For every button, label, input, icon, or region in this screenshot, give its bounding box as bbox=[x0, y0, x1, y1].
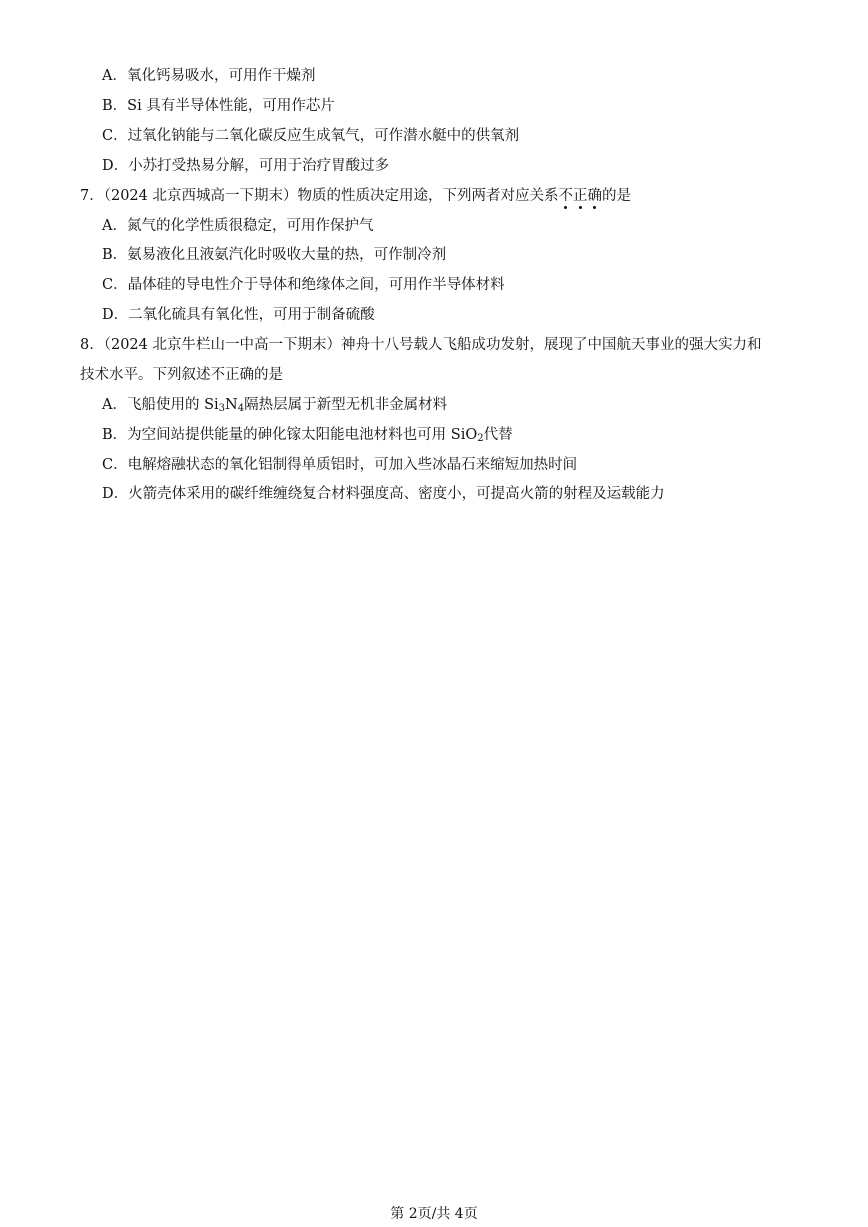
subscript: 2 bbox=[477, 433, 484, 444]
option-text: 代替 bbox=[483, 427, 513, 443]
question-text: 神舟十八号载人飞船成功发射，展现了中国航天事业的强大实力和 bbox=[341, 337, 762, 353]
option-letter: C． bbox=[102, 128, 128, 144]
q7-option-a bbox=[102, 216, 373, 236]
option-letter: A． bbox=[102, 68, 127, 84]
option-text: 为空间站提供能量的砷化镓太阳能电池材料也可用 SiO bbox=[127, 427, 478, 443]
emphasis-char: 正 bbox=[573, 188, 588, 204]
option-text: Si 具有半导体性能，可用作芯片 bbox=[127, 98, 335, 114]
option-text: 电解熔融状态的氧化铝制得单质铝时，可加入些冰晶石来缩短加热时间 bbox=[127, 457, 578, 473]
question-text: 的是 bbox=[602, 188, 631, 204]
q6-option-b bbox=[102, 96, 335, 116]
option-text: 过氧化钠能与二氧化碳反应生成氧气，可作潜水艇中的供氧剂 bbox=[127, 128, 520, 144]
option-text: N bbox=[225, 397, 238, 413]
option-text: 氮气的化学性质很稳定，可用作保护气 bbox=[126, 218, 374, 234]
subscript: 4 bbox=[237, 403, 245, 414]
q7-option-b bbox=[102, 245, 446, 265]
option-letter: B． bbox=[102, 98, 128, 114]
option-letter: A． bbox=[102, 397, 127, 413]
q8-stem-continued bbox=[80, 365, 283, 385]
option-text: 小苏打受热易分解，可用于治疗胃酸过多 bbox=[128, 158, 390, 174]
q7-option-c bbox=[102, 275, 505, 295]
q7-option-d bbox=[102, 305, 375, 325]
option-text: 氨易液化且液氨汽化时吸收大量的热，可作制冷剂 bbox=[127, 247, 447, 263]
emphasis-char: 不 bbox=[558, 188, 573, 204]
option-letter: C． bbox=[102, 277, 128, 293]
option-text: 氧化钙易吸水，可用作干燥剂 bbox=[126, 68, 316, 84]
option-letter: C． bbox=[102, 457, 128, 473]
q8-option-d bbox=[102, 484, 665, 504]
question-number: 8． bbox=[80, 337, 104, 353]
question-source: （2024 北京牛栏山一中高一下期末） bbox=[103, 337, 341, 353]
option-letter: A． bbox=[102, 218, 127, 234]
option-letter: D． bbox=[102, 486, 129, 502]
question-source: （2024 北京西城高一下期末） bbox=[103, 188, 298, 204]
option-letter: D． bbox=[102, 307, 129, 323]
option-text: 晶体硅的导电性介于导体和绝缘体之间，可用作半导体材料 bbox=[127, 277, 505, 293]
option-text: 隔热层属于新型无机非金属材料 bbox=[244, 397, 448, 413]
question-text: 物质的性质决定用途，下列两者对应关系 bbox=[297, 188, 559, 204]
option-letter: B． bbox=[102, 247, 128, 263]
option-text: 飞船使用的 Si bbox=[126, 397, 219, 413]
q6-option-a bbox=[102, 66, 315, 86]
option-text: 火箭壳体采用的碳纤维缠绕复合材料强度高、密度小，可提高火箭的射程及运载能力 bbox=[128, 486, 665, 502]
q8-option-a bbox=[102, 395, 447, 415]
page-number-footer: 第 2页/共 4页 bbox=[390, 1206, 478, 1222]
q8-stem bbox=[80, 335, 762, 355]
q8-option-b bbox=[102, 425, 513, 445]
option-text: 二氧化硫具有氧化性，可用于制备硫酸 bbox=[128, 307, 375, 323]
subscript: 3 bbox=[218, 403, 226, 414]
q6-option-c bbox=[102, 126, 519, 146]
option-letter: D． bbox=[102, 158, 129, 174]
q8-option-c bbox=[102, 455, 577, 475]
emphasis-char: 确 bbox=[587, 188, 602, 204]
q6-option-d bbox=[102, 156, 389, 176]
option-letter: B． bbox=[102, 427, 128, 443]
question-number: 7． bbox=[80, 188, 104, 204]
q7-stem bbox=[80, 186, 631, 206]
question-text: 技术水平。下列叙述不正确的是 bbox=[80, 367, 283, 383]
